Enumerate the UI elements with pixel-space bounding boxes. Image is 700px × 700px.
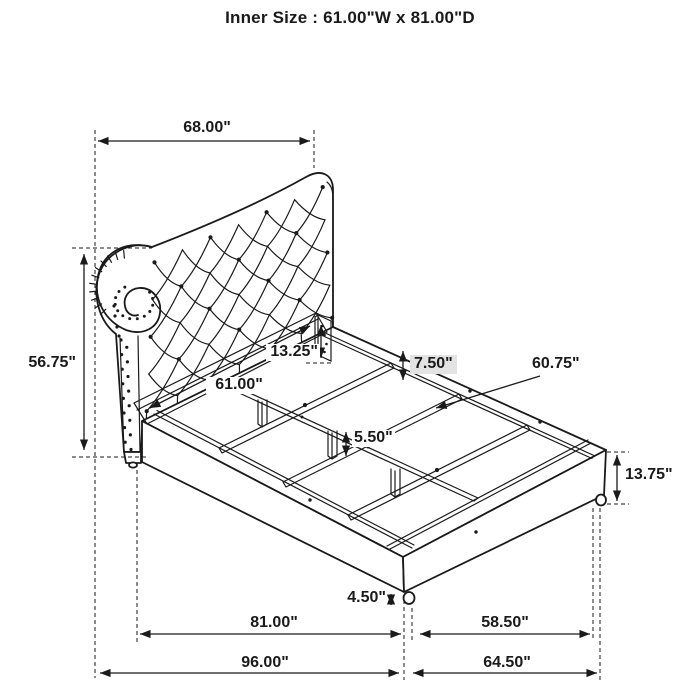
dim-overall-depth-label: 96.00": [241, 654, 289, 671]
dim-rail-height-label: 13.75": [625, 466, 673, 483]
dim-slat-gap-label: 7.50": [410, 355, 457, 374]
dim-rail-width-label: 58.50": [481, 614, 529, 631]
front-foot: [404, 592, 415, 604]
dim-slat-length-label: 60.75": [532, 355, 580, 372]
dim-bracket-drop-label: 13.25": [266, 344, 320, 361]
dim-slat-rail-length-label: 61.00": [206, 377, 272, 394]
right-foot: [596, 495, 606, 506]
dim-center-support-label: 5.50": [354, 429, 393, 446]
dim-inner-depth-label: 81.00": [250, 614, 298, 631]
dim-headboard-height-label: 56.75": [28, 354, 76, 371]
dim-overall-width-label: 64.50": [483, 654, 531, 671]
dim-foot-height-label: 4.50": [347, 589, 386, 606]
diagram-title: Inner Size : 61.00"W x 81.00"D: [225, 8, 475, 27]
dim-headboard-width-label: 68.00": [183, 119, 231, 136]
